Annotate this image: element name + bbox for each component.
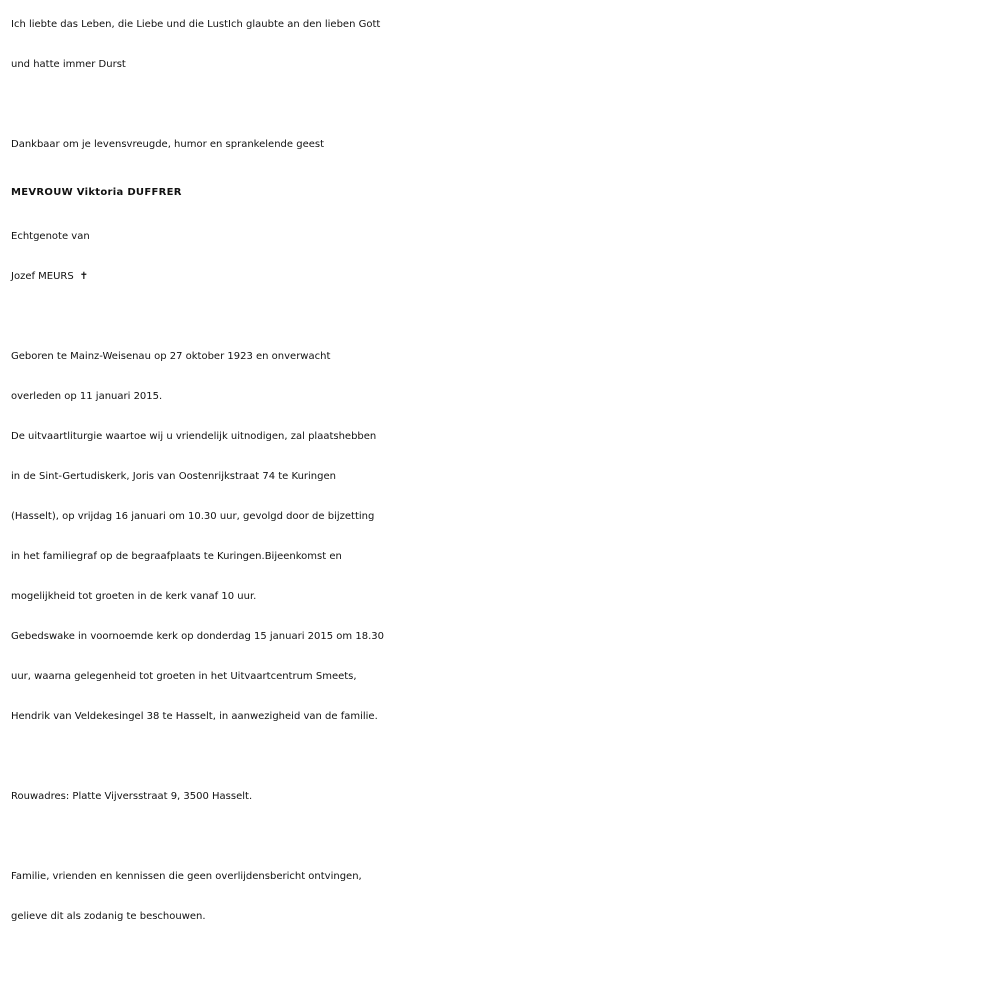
- details-line-9: uur, waarna gelegenheid tot groeten in het Uitvaartcentrum Smeets,: [11, 671, 357, 682]
- details-line-10: Hendrik van Veldekesingel 38 te Hasselt, in aanwezigheid van de familie.: [11, 711, 378, 722]
- details-line-2: overleden op 11 januari 2015.: [11, 391, 163, 402]
- cross-icon: ✝: [79, 271, 89, 282]
- spouse-line: [11, 257, 991, 297]
- spacer: [11, 817, 991, 857]
- closing-line-2: gelieve dit als zodanig te beschouwen.: [11, 911, 206, 922]
- details-line-7: mogelijkheid tot groeten in de kerk vanaf 10 uur.: [11, 591, 257, 602]
- details-line-3: De uitvaartliturgie waartoe wij u vriendelijk uitnodigen, zal plaatshebben: [11, 431, 377, 442]
- details-line-6: in het familiegraf op de begraafplaats te Kuringen.Bijeenkomst en: [11, 551, 342, 562]
- mourning-address: Rouwadres: Platte Vijversstraat 9, 3500 Hasselt.: [11, 791, 253, 802]
- details-line-1: Geboren te Mainz-Weisenau op 27 oktober 1923 en onverwacht: [11, 351, 331, 362]
- spacer: [11, 297, 991, 337]
- tribute-text: Dankbaar om je levensvreugde, humor en sprankelende geest: [11, 139, 324, 150]
- intro-line-1: Ich liebte das Leben, die Liebe und die LustIch glaubte an den lieben Gott: [11, 19, 381, 30]
- spacer: [11, 85, 991, 125]
- spouse-name: Jozef MEURS: [11, 271, 74, 282]
- closing-line-1: Familie, vrienden en kennissen die geen overlijdensbericht ontvingen,: [11, 871, 362, 882]
- spacer: [11, 737, 991, 777]
- details-line-5: (Hasselt), op vrijdag 16 januari om 10.30 uur, gevolgd door de bijzetting: [11, 511, 375, 522]
- spouse-label: Echtgenote van: [11, 231, 90, 242]
- details-line-4: in de Sint-Gertudiskerk, Joris van Oostenrijkstraat 74 te Kuringen: [11, 471, 336, 482]
- details-line-8: Gebedswake in voornoemde kerk op donderdag 15 januari 2015 om 18.30: [11, 631, 384, 642]
- intro-line-2: und hatte immer Durst: [11, 59, 126, 70]
- obituary-notice: [11, 0, 991, 937]
- deceased-name: MEVROUW Viktoria DUFFRER: [11, 187, 182, 198]
